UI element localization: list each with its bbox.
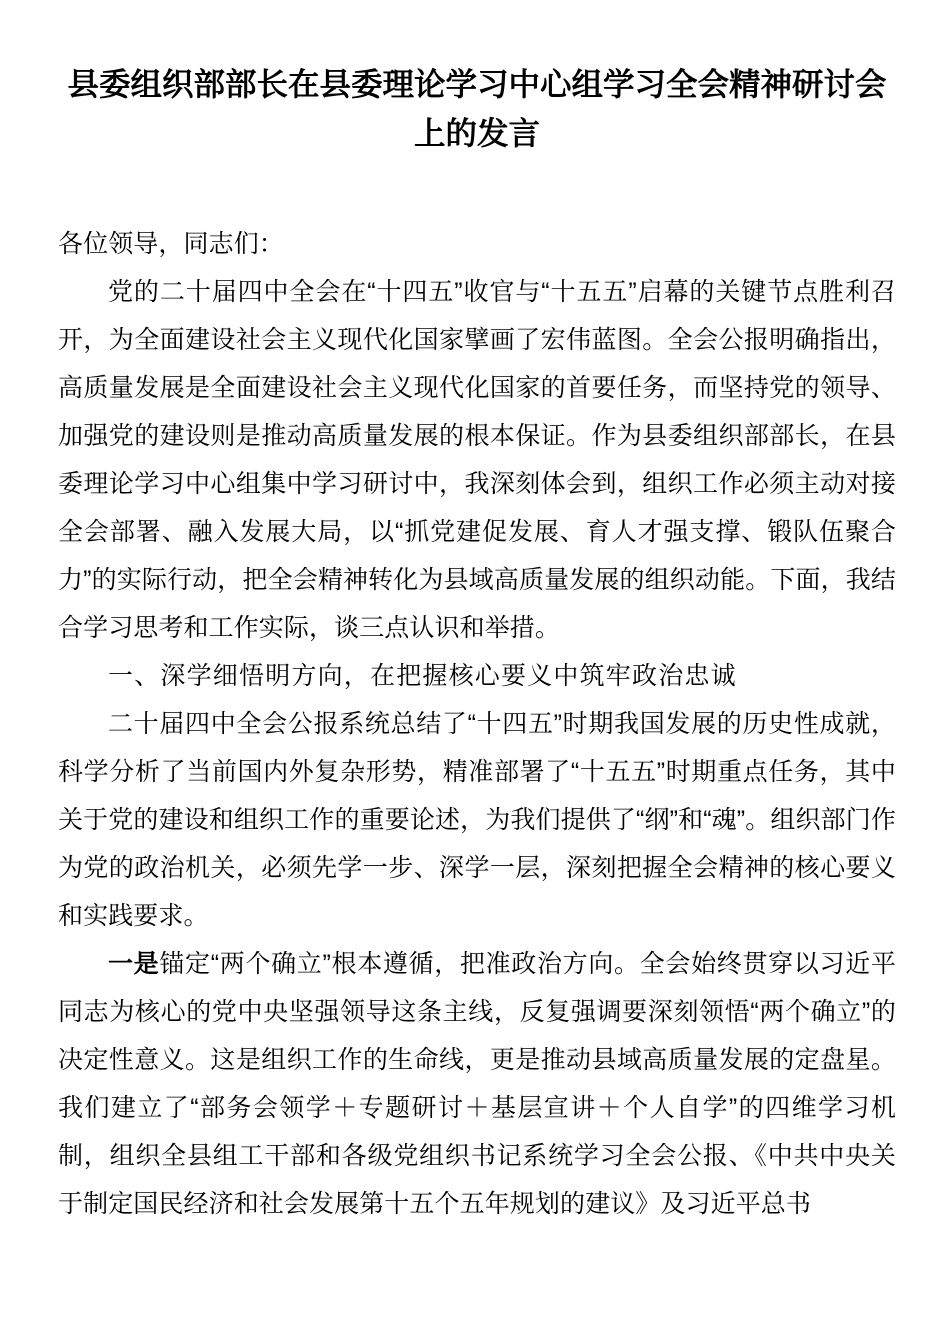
document-body	[58, 0, 896, 1228]
paragraph-opening: 党的二十届四中全会在“十四五”收官与“十五五”启幕的关键节点胜利召开，为全面建设社会主义现代化国家擘画了宏伟蓝图。全会公报明确指出，高质量发展是全面建设社会主义现代化国家的首要任务，而坚持党的领导、加强党的建设则是推动高质量发展的根本保证。作为县委组织部部长，在县委理论学习中心组集中学习研讨中，我深刻体会到，组织工作必须主动对接全会部署、融入发展大局，以“抓党建促发展、育人才强支撑、锻队伍聚合力”的实际行动，把全会精神转化为县域高质量发展的组织动能。下面，我结合学习思考和工作实际，谈三点认识和举措。	[58, 278, 896, 642]
point-1-body-text: 锚定“两个确立”根本遵循，把准政治方向。全会始终贯穿以习近平同志为核心的党中央坚强领导这条主线，反复强调要深刻领悟“两个确立”的决定性意义。这是组织工作的生命线，更是推动县域高质量发展的定盘星。我们建立了“部务会领学＋专题研讨＋基层宣讲＋个人自学”的四维学习机制，组织全县组工干部和各级党组织书记系统学习全会公报、《中共中央关于制定国民经济和社会发展第十五个五年规划的建议》及习近平总书	[58, 950, 896, 1218]
document-title: 县委组织部部长在县委理论学习中心组学习全会精神研讨会上的发言	[67, 66, 887, 151]
paragraph-point-1	[58, 940, 896, 1228]
salutation-line: 各位领导，同志们：	[58, 230, 284, 258]
point-1-lead-label: 一是	[108, 950, 160, 978]
section-heading-1: 一、深学细悟明方向，在把握核心要义中筑牢政治忠诚	[108, 662, 737, 690]
paragraph-section1-intro: 二十届四中全会公报系统总结了“十四五”时期我国发展的历史性成就，科学分析了当前国内外复杂形势，精准部署了“十五五”时期重点任务，其中关于党的建设和组织工作的重要论述，为我们提供了“纲”和“魂”。组织部门作为党的政治机关，必须先学一步、深学一层，深刻把握全会精神的核心要义和实践要求。	[58, 710, 896, 930]
